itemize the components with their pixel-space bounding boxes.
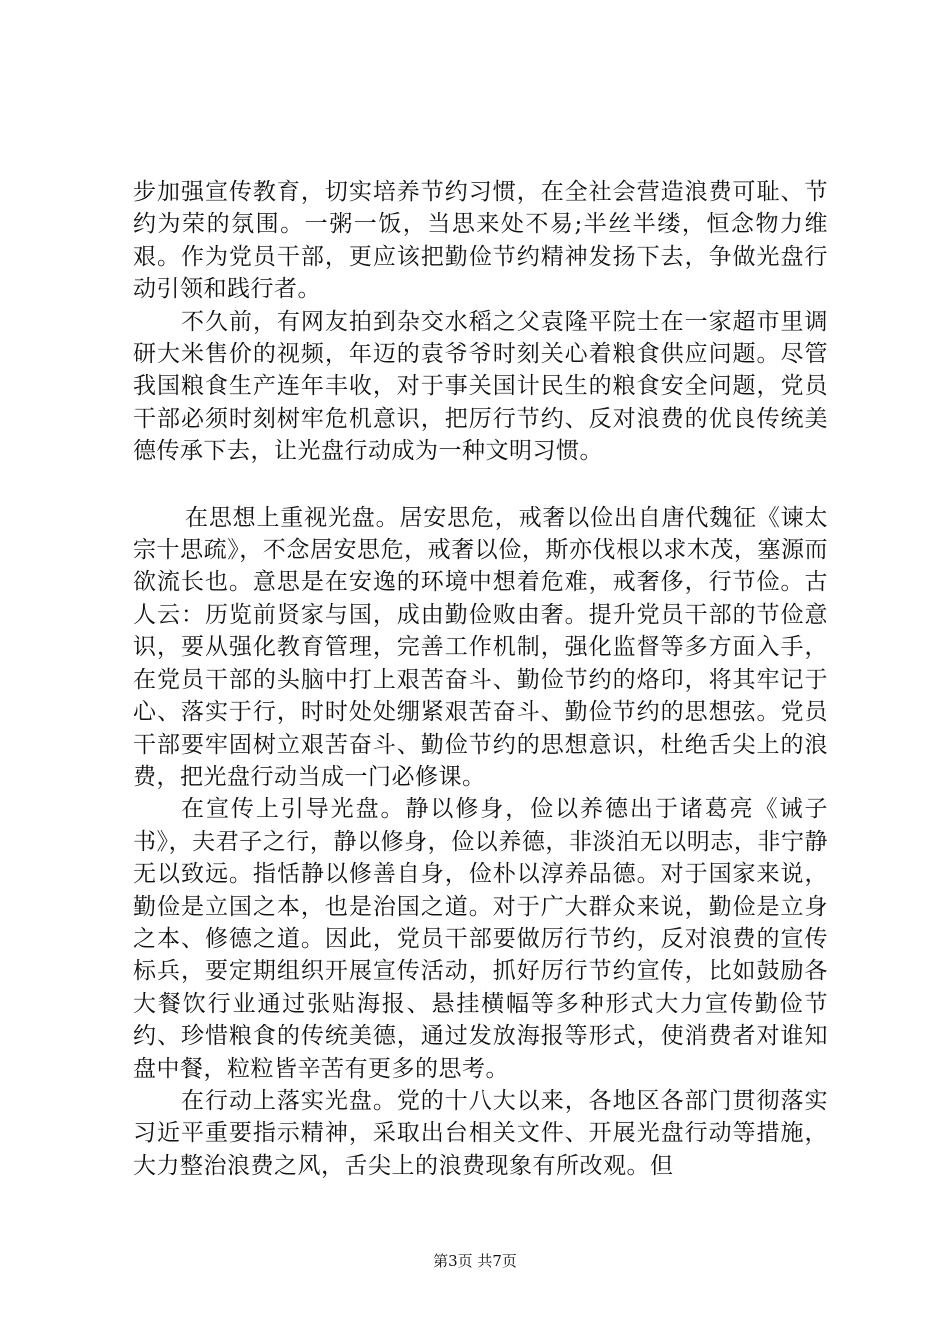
paragraph-thought: 在思想上重视光盘。居安思危，戒奢以俭出自唐代魏征《谏太宗十思疏》，不念居安思危，戒奢以俭，斯亦伐根以求木茂，塞源而欲流长也。意思是在安逸的环境中想着危难，戒奢侈，行节俭。古人云：历览前贤家与国，成由勤俭败由奢。提升党员干部的节俭意识，要从强化教育管理，完善工作机制，强化监督等多方面入手，在党员干部的头脑中打上艰苦奋斗、勤俭节约的烙印，将其牢记于心、落实于行，时时处处绷紧艰苦奋斗、勤俭节约的思想弦。党员干部要牢固树立艰苦奋斗、勤俭节约的思想意识，杜绝舌尖上的浪费，把光盘行动当成一门必修课。 xyxy=(133,504,828,790)
paragraph-yuan-longping: 不久前，有网友拍到杂交水稻之父袁隆平院士在一家超市里调研大米售价的视频，年迈的袁爷爷时刻关心着粮食供应问题。尽管我国粮食生产连年丰收，对于事关国计民生的粮食安全问题，党员干部必须时刻树牢危机意识，把厉行节约、反对浪费的优良传统美德传承下去，让光盘行动成为一种文明习惯。 xyxy=(133,308,828,465)
document-body xyxy=(133,176,828,1182)
paragraph-continuation: 步加强宣传教育，切实培养节约习惯，在全社会营造浪费可耻、节约为荣的氛围。一粥一饭，当思来处不易;半丝半缕，恒念物力维艰。作为党员干部，更应该把勤俭节约精神发扬下去，争做光盘行动引领和践行者。 xyxy=(133,179,828,303)
paragraph-publicity: 在宣传上引导光盘。静以修身，俭以养德出于诸葛亮《诫子书》，夫君子之行，静以修身，俭以养德，非淡泊无以明志，非宁静无以致远。指恬静以修善自身，俭朴以淳养品德。对于国家来说，勤俭是立国之本，也是治国之道。对于广大群众来说，勤俭是立身之本、修德之道。因此，党员干部要做厉行节约，反对浪费的宣传标兵，要定期组织开展宣传活动，抓好厉行节约宣传，比如鼓励各大餐饮行业通过张贴海报、悬挂横幅等多种形式大力宣传勤俭节约、珍惜粮食的传统美德，通过发放海报等形式，使消费者对谁知盘中餐，粒粒皆辛苦有更多的思考。 xyxy=(133,796,828,1082)
paragraph-action: 在行动上落实光盘。党的十八大以来，各地区各部门贯彻落实习近平重要指示精神，采取出台相关文件、开展光盘行动等措施，大力整治浪费之风，舌尖上的浪费现象有所改观。但 xyxy=(133,1087,828,1179)
page-number-footer: 第3页 共7页 xyxy=(433,1252,517,1270)
paragraph-gap xyxy=(133,468,828,502)
